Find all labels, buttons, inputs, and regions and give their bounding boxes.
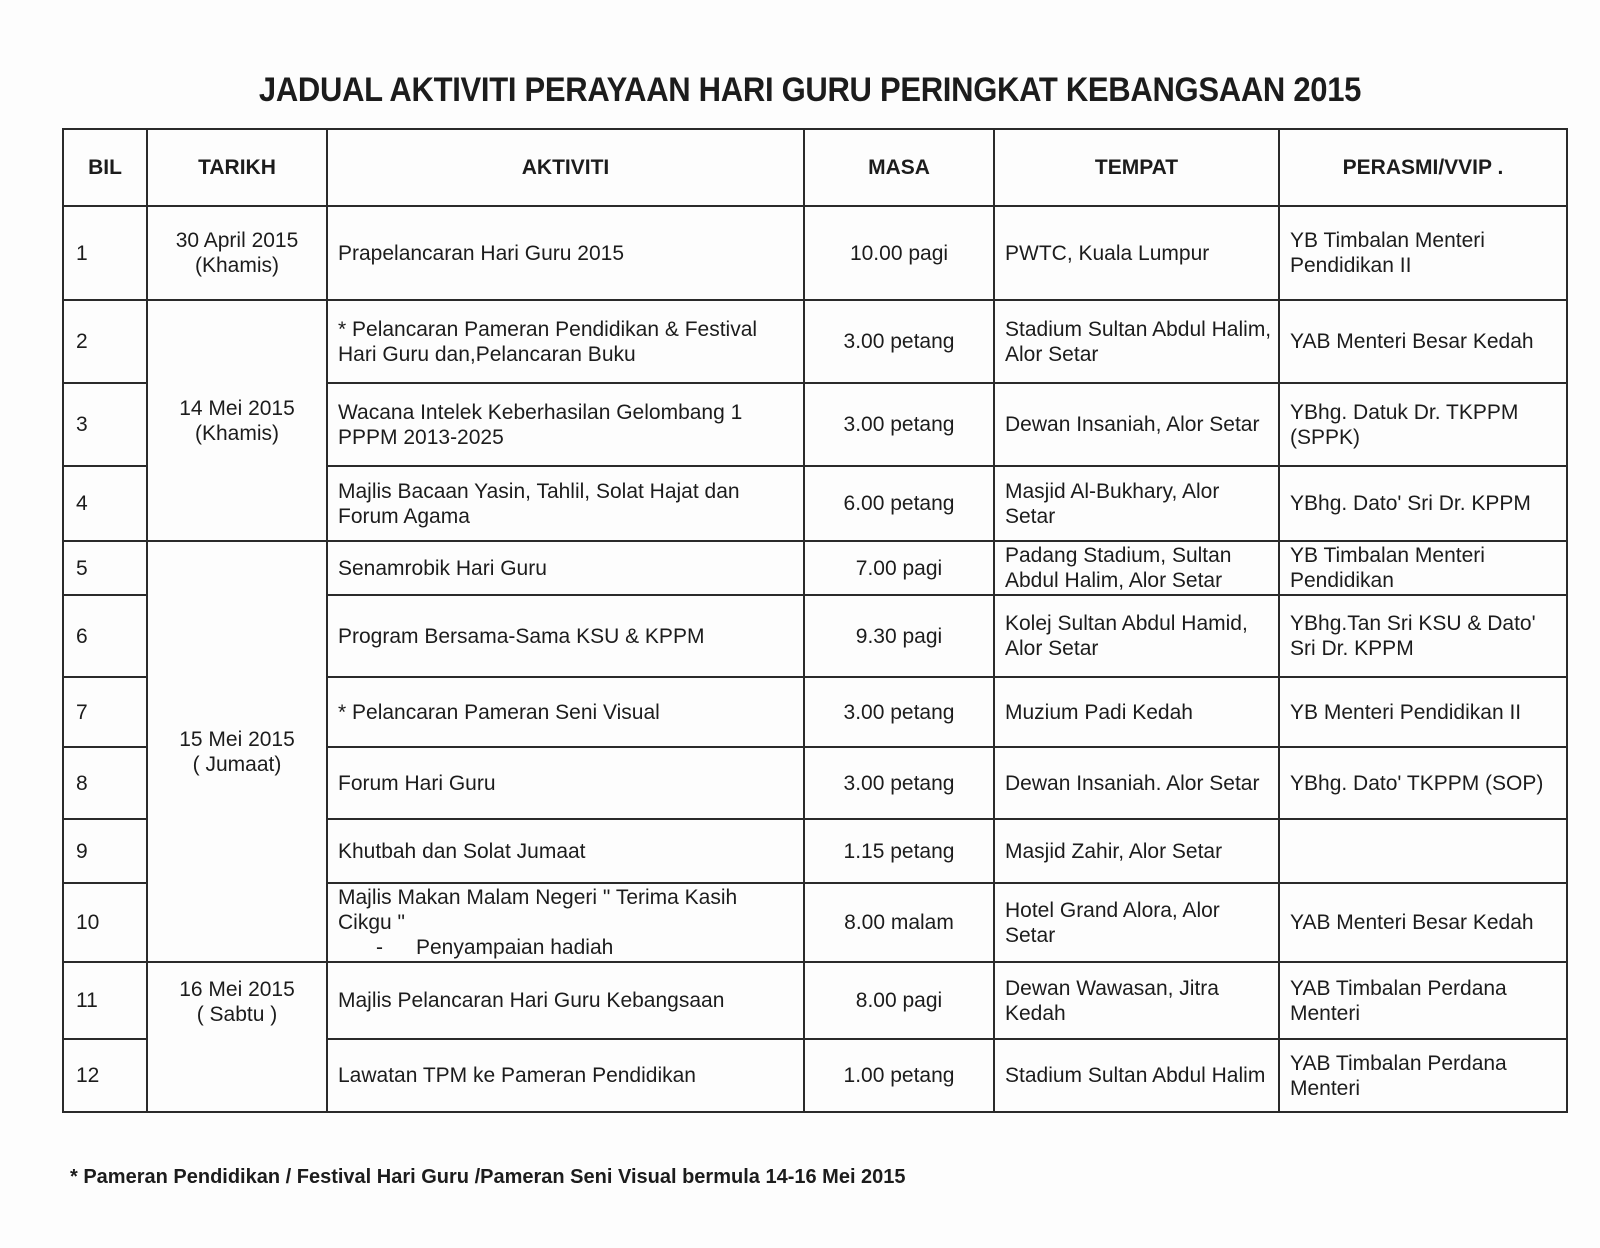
header-masa: MASA xyxy=(804,129,994,206)
time-cell: 8.00 malam xyxy=(804,883,994,962)
venue-cell: Dewan Wawasan, Jitra Kedah xyxy=(994,962,1279,1039)
activity-cell: Khutbah dan Solat Jumaat xyxy=(327,819,804,883)
venue-cell: Dewan Insaniah, Alor Setar xyxy=(994,383,1279,466)
header-perasmi: PERASMI/VVIP . xyxy=(1279,129,1567,206)
header-row xyxy=(63,129,1567,206)
subitem-text: Penyampaian hadiah xyxy=(416,936,614,959)
time-cell: 9.30 pagi xyxy=(804,595,994,677)
subitem-dash: - xyxy=(376,936,383,959)
venue-cell: Stadium Sultan Abdul Halim xyxy=(994,1039,1279,1112)
activity-cell: Majlis Bacaan Yasin, Tahlil, Solat Hajat dan Forum Agama xyxy=(327,466,804,541)
time-cell: 3.00 petang xyxy=(804,383,994,466)
day-line: ( Sabtu ) xyxy=(196,1003,278,1026)
vvip-cell: YBhg.Tan Sri KSU & Dato' Sri Dr. KPPM xyxy=(1279,595,1567,677)
day-line: (Khamis) xyxy=(194,421,279,445)
vvip-cell: YAB Menteri Besar Kedah xyxy=(1279,883,1567,962)
time-cell: 3.00 petang xyxy=(804,747,994,819)
vvip-cell: YAB Timbalan Perdana Menteri xyxy=(1279,962,1567,1039)
activity-cell: * Pelancaran Pameran Seni Visual xyxy=(327,677,804,747)
venue-cell: Hotel Grand Alora, Alor Setar xyxy=(994,883,1279,962)
vvip-cell: YAB Timbalan Perdana Menteri xyxy=(1279,1039,1567,1112)
bil-cell: 10 xyxy=(63,883,147,962)
time-cell: 3.00 petang xyxy=(804,300,994,383)
activity-cell: * Pelancaran Pameran Pendidikan & Festival Hari Guru dan,Pelancaran Buku xyxy=(327,300,804,383)
activity-text: Majlis Makan Malam Negeri " Terima Kasih Cikgu " xyxy=(338,886,738,934)
activity-cell: Program Bersama-Sama KSU & KPPM xyxy=(327,595,804,677)
day-line: ( Jumaat) xyxy=(192,752,282,776)
bil-cell: 11 xyxy=(63,962,147,1039)
time-cell: 8.00 pagi xyxy=(804,962,994,1039)
bil-cell: 7 xyxy=(63,677,147,747)
vvip-cell: YAB Menteri Besar Kedah xyxy=(1279,300,1567,383)
vvip-cell: YB Timbalan Menteri Pendidikan II xyxy=(1279,206,1567,300)
activity-cell: Lawatan TPM ke Pameran Pendidikan xyxy=(327,1039,804,1112)
date-line: 16 Mei 2015 xyxy=(179,978,295,1001)
vvip-cell: YBhg. Datuk Dr. TKPPM (SPPK) xyxy=(1279,383,1567,466)
activity-cell: Wacana Intelek Keberhasilan Gelombang 1 PPPM 2013-2025 xyxy=(327,383,804,466)
header-tempat: TEMPAT xyxy=(994,129,1279,206)
date-line: 15 Mei 2015 xyxy=(179,727,295,751)
table-row xyxy=(63,206,1567,300)
bil-cell: 8 xyxy=(63,747,147,819)
activity-subitem xyxy=(338,935,795,960)
activity-cell xyxy=(327,883,804,962)
vvip-cell: YBhg. Dato' TKPPM (SOP) xyxy=(1279,747,1567,819)
venue-cell: Kolej Sultan Abdul Hamid, Alor Setar xyxy=(994,595,1279,677)
date-line: 30 April 2015 xyxy=(175,229,299,252)
bil-cell: 9 xyxy=(63,819,147,883)
table-row xyxy=(63,541,1567,595)
venue-cell: PWTC, Kuala Lumpur xyxy=(994,206,1279,300)
table-row xyxy=(63,300,1567,383)
bil-cell: 12 xyxy=(63,1039,147,1112)
vvip-cell xyxy=(1279,819,1567,883)
schedule-table xyxy=(62,128,1568,1113)
venue-cell: Dewan Insaniah. Alor Setar xyxy=(994,747,1279,819)
time-cell: 1.00 petang xyxy=(804,1039,994,1112)
header-bil: BIL xyxy=(63,129,147,206)
date-line: 14 Mei 2015 xyxy=(179,396,295,420)
bil-cell: 1 xyxy=(63,206,147,300)
venue-cell: Padang Stadium, Sultan Abdul Halim, Alor Setar xyxy=(994,541,1279,595)
bil-cell: 3 xyxy=(63,383,147,466)
day-line: (Khamis) xyxy=(194,254,279,277)
date-cell xyxy=(147,962,327,1112)
time-cell: 10.00 pagi xyxy=(804,206,994,300)
header-tarikh: TARIKH xyxy=(147,129,327,206)
venue-cell: Masjid Al-Bukhary, Alor Setar xyxy=(994,466,1279,541)
activity-cell: Majlis Pelancaran Hari Guru Kebangsaan xyxy=(327,962,804,1039)
vvip-cell: YB Menteri Pendidikan II xyxy=(1279,677,1567,747)
bil-cell: 5 xyxy=(63,541,147,595)
time-cell: 6.00 petang xyxy=(804,466,994,541)
bil-cell: 6 xyxy=(63,595,147,677)
table-row xyxy=(63,962,1567,1039)
footnote: * Pameran Pendidikan / Festival Hari Guru /Pameran Seni Visual bermula 14-16 Mei 2015 xyxy=(70,1166,906,1188)
bil-cell: 2 xyxy=(63,300,147,383)
time-cell: 1.15 petang xyxy=(804,819,994,883)
time-cell: 3.00 petang xyxy=(804,677,994,747)
time-cell: 7.00 pagi xyxy=(804,541,994,595)
activity-cell: Senamrobik Hari Guru xyxy=(327,541,804,595)
header-aktiviti: AKTIVITI xyxy=(327,129,804,206)
date-cell xyxy=(147,206,327,300)
date-cell xyxy=(147,300,327,541)
document-title: JADUAL AKTIVITI PERAYAAN HARI GURU PERINGKAT KEBANGSAAN 2015 xyxy=(258,69,1362,110)
vvip-cell: YB Timbalan Menteri Pendidikan xyxy=(1279,541,1567,595)
vvip-cell: YBhg. Dato' Sri Dr. KPPM xyxy=(1279,466,1567,541)
venue-cell: Muzium Padi Kedah xyxy=(994,677,1279,747)
venue-cell: Stadium Sultan Abdul Halim, Alor Setar xyxy=(994,300,1279,383)
date-cell xyxy=(147,541,327,962)
bil-cell: 4 xyxy=(63,466,147,541)
activity-cell: Prapelancaran Hari Guru 2015 xyxy=(327,206,804,300)
venue-cell: Masjid Zahir, Alor Setar xyxy=(994,819,1279,883)
activity-cell: Forum Hari Guru xyxy=(327,747,804,819)
